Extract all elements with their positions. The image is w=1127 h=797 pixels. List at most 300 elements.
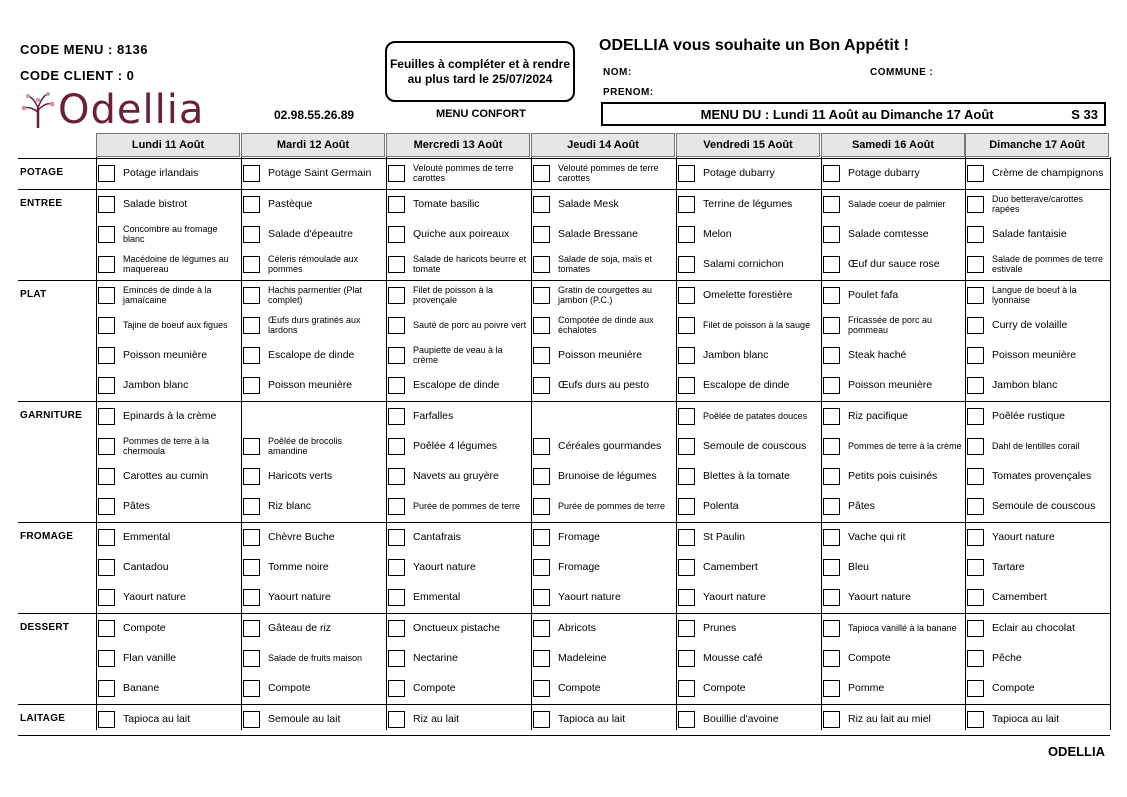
menu-checkbox[interactable] xyxy=(678,559,695,576)
menu-item-label: Camembert xyxy=(703,560,758,573)
menu-option xyxy=(823,431,964,461)
menu-checkbox[interactable] xyxy=(243,347,260,364)
menu-checkbox[interactable] xyxy=(823,287,840,304)
menu-option xyxy=(678,643,819,673)
menu-item-label: Salade de soja, maïs et tomates xyxy=(558,254,653,274)
column-divider xyxy=(241,157,242,730)
menu-item-label: Potage Saint Germain xyxy=(268,166,372,179)
menu-option xyxy=(533,219,674,249)
menu-checkbox[interactable] xyxy=(388,498,405,515)
menu-checkbox[interactable] xyxy=(678,620,695,637)
menu-checkbox[interactable] xyxy=(823,559,840,576)
menu-item-label: Tomme noire xyxy=(268,560,329,573)
menu-checkbox[interactable] xyxy=(388,165,405,182)
day-header: Mercredi 13 Août xyxy=(386,133,530,157)
menu-checkbox[interactable] xyxy=(967,165,984,182)
menu-item-label: Céréales gourmandes xyxy=(558,439,662,452)
menu-checkbox[interactable] xyxy=(678,347,695,364)
menu-item-label: Flan vanille xyxy=(123,651,177,664)
menu-checkbox[interactable] xyxy=(678,438,695,455)
menu-checkbox[interactable] xyxy=(823,317,840,334)
menu-option xyxy=(98,704,239,734)
menu-item-label: Poisson meunière xyxy=(268,378,353,391)
menu-checkbox[interactable] xyxy=(967,711,984,728)
menu-item-label: Blettes à la tomate xyxy=(703,469,790,482)
menu-checkbox[interactable] xyxy=(533,620,550,637)
menu-option xyxy=(98,582,239,612)
menu-checkbox[interactable] xyxy=(98,287,115,304)
menu-option xyxy=(823,189,964,219)
menu-item-label: Poêlée de patates douces xyxy=(703,411,808,421)
menu-checkbox[interactable] xyxy=(678,408,695,425)
menu-item-label: Banane xyxy=(123,681,160,694)
menu-option xyxy=(967,158,1108,188)
menu-checkbox[interactable] xyxy=(388,711,405,728)
menu-checkbox[interactable] xyxy=(98,438,115,455)
menu-option xyxy=(823,643,964,673)
menu-item-label: Jambon blanc xyxy=(703,348,769,361)
menu-checkbox[interactable] xyxy=(533,438,550,455)
menu-option xyxy=(388,704,529,734)
menu-checkbox[interactable] xyxy=(823,711,840,728)
menu-checkbox[interactable] xyxy=(388,347,405,364)
menu-checkbox[interactable] xyxy=(98,165,115,182)
menu-checkbox[interactable] xyxy=(388,529,405,546)
menu-item-label: Velouté pommes de terre carottes xyxy=(413,163,514,183)
menu-item-label: Chèvre Buche xyxy=(268,530,335,543)
menu-checkbox[interactable] xyxy=(98,408,115,425)
menu-checkbox[interactable] xyxy=(98,196,115,213)
menu-checkbox[interactable] xyxy=(967,559,984,576)
menu-checkbox[interactable] xyxy=(388,438,405,455)
menu-option xyxy=(243,219,384,249)
menu-option xyxy=(678,613,819,643)
menu-checkbox[interactable] xyxy=(533,529,550,546)
menu-checkbox[interactable] xyxy=(388,408,405,425)
menu-checkbox[interactable] xyxy=(967,468,984,485)
menu-option xyxy=(533,613,674,643)
menu-option xyxy=(967,643,1108,673)
menu-checkbox[interactable] xyxy=(823,408,840,425)
menu-option xyxy=(823,340,964,370)
menu-checkbox[interactable] xyxy=(823,226,840,243)
menu-checkbox[interactable] xyxy=(388,287,405,304)
menu-checkbox[interactable] xyxy=(678,287,695,304)
menu-checkbox[interactable] xyxy=(823,468,840,485)
menu-item-label: Velouté pommes de terre carottes xyxy=(558,163,659,183)
menu-checkbox[interactable] xyxy=(98,226,115,243)
menu-item-label: Omelette forestière xyxy=(703,288,793,301)
menu-checkbox[interactable] xyxy=(243,226,260,243)
menu-option xyxy=(533,673,674,703)
menu-item-label: Quiche aux poireaux xyxy=(413,227,510,240)
menu-item-label: Gâteau de riz xyxy=(268,621,332,634)
menu-option xyxy=(388,461,529,491)
menu-option xyxy=(967,582,1108,612)
menu-checkbox[interactable] xyxy=(967,196,984,213)
menu-checkbox[interactable] xyxy=(823,620,840,637)
menu-item-label: Abricots xyxy=(558,621,596,634)
menu-option xyxy=(243,522,384,552)
menu-item-label: Onctueux pistache xyxy=(413,621,500,634)
menu-checkbox[interactable] xyxy=(967,589,984,606)
menu-item-label: Farfalles xyxy=(413,409,454,422)
menu-option xyxy=(823,491,964,521)
menu-item-label: Bouillie d'avoine xyxy=(703,712,779,725)
menu-option xyxy=(388,189,529,219)
day-header: Jeudi 14 Août xyxy=(531,133,675,157)
menu-checkbox[interactable] xyxy=(243,498,260,515)
menu-item-label: Camembert xyxy=(992,590,1047,603)
menu-item-label: Emincés de dinde à la jamaïcaine xyxy=(123,285,212,305)
menu-option xyxy=(98,431,239,461)
menu-checkbox[interactable] xyxy=(823,529,840,546)
menu-checkbox[interactable] xyxy=(967,650,984,667)
menu-checkbox[interactable] xyxy=(388,680,405,697)
menu-item-label: Œuf dur sauce rose xyxy=(848,257,940,270)
menu-checkbox[interactable] xyxy=(823,589,840,606)
menu-checkbox[interactable] xyxy=(243,377,260,394)
menu-checkbox[interactable] xyxy=(533,589,550,606)
menu-option xyxy=(243,461,384,491)
menu-item-label: Epinards à la crème xyxy=(123,409,217,422)
menu-item-label: Filet de poisson à la provençale xyxy=(413,285,494,305)
menu-checkbox[interactable] xyxy=(388,559,405,576)
menu-item-label: Escalope de dinde xyxy=(413,378,500,391)
menu-checkbox[interactable] xyxy=(243,196,260,213)
menu-option xyxy=(98,461,239,491)
menu-item-label: Poisson meunière xyxy=(558,348,643,361)
menu-checkbox[interactable] xyxy=(533,377,550,394)
code-menu: CODE MENU : 8136 xyxy=(20,42,148,57)
menu-item-label: Purée de pommes de terre xyxy=(413,501,521,511)
menu-option xyxy=(823,158,964,188)
menu-checkbox[interactable] xyxy=(823,498,840,515)
menu-option xyxy=(533,582,674,612)
menu-item-label: Steak haché xyxy=(848,348,907,361)
day-header: Mardi 12 Août xyxy=(241,133,385,157)
menu-item-label: Cantadou xyxy=(123,560,169,573)
menu-option xyxy=(823,582,964,612)
menu-option xyxy=(98,249,239,279)
menu-checkbox[interactable] xyxy=(823,377,840,394)
menu-option xyxy=(98,673,239,703)
menu-item-label: Salade fantaisie xyxy=(992,227,1067,240)
menu-option xyxy=(967,219,1108,249)
menu-checkbox[interactable] xyxy=(533,347,550,364)
menu-item-label: Poisson meunière xyxy=(123,348,208,361)
category-label: POTAGE xyxy=(20,167,64,178)
menu-item-label: Potage dubarry xyxy=(703,166,775,179)
menu-checkbox[interactable] xyxy=(98,377,115,394)
menu-checkbox[interactable] xyxy=(98,711,115,728)
menu-checkbox[interactable] xyxy=(388,256,405,273)
footer-brand: ODELLIA xyxy=(1047,744,1105,759)
menu-option xyxy=(678,158,819,188)
menu-checkbox[interactable] xyxy=(243,680,260,697)
menu-checkbox[interactable] xyxy=(533,650,550,667)
menu-checkbox[interactable] xyxy=(243,165,260,182)
menu-option xyxy=(678,219,819,249)
menu-checkbox[interactable] xyxy=(533,256,550,273)
menu-option xyxy=(98,643,239,673)
menu-option xyxy=(243,552,384,582)
menu-option xyxy=(678,704,819,734)
menu-checkbox[interactable] xyxy=(823,680,840,697)
menu-checkbox[interactable] xyxy=(967,498,984,515)
menu-option xyxy=(678,431,819,461)
menu-checkbox[interactable] xyxy=(678,468,695,485)
menu-checkbox[interactable] xyxy=(243,317,260,334)
menu-option xyxy=(823,522,964,552)
menu-checkbox[interactable] xyxy=(678,498,695,515)
menu-item-label: Yaourt nature xyxy=(123,590,186,603)
menu-item-label: Jambon blanc xyxy=(123,378,189,391)
menu-option xyxy=(533,431,674,461)
menu-item-label: Compote xyxy=(992,681,1035,694)
menu-checkbox[interactable] xyxy=(823,196,840,213)
menu-item-label: Riz au lait au miel xyxy=(848,712,931,725)
menu-checkbox[interactable] xyxy=(678,256,695,273)
menu-option xyxy=(243,704,384,734)
day-header: Vendredi 15 Août xyxy=(676,133,820,157)
menu-checkbox[interactable] xyxy=(98,680,115,697)
menu-item-label: Crème de champignons xyxy=(992,166,1104,179)
menu-checkbox[interactable] xyxy=(243,559,260,576)
menu-option xyxy=(533,158,674,188)
menu-item-label: Salade de fruits maison xyxy=(268,653,363,663)
menu-checkbox[interactable] xyxy=(823,650,840,667)
menu-item-label: Emmental xyxy=(123,530,171,543)
menu-item-label: Macédoine de légumes au maquereau xyxy=(123,254,229,274)
menu-option xyxy=(98,370,239,400)
menu-checkbox[interactable] xyxy=(967,377,984,394)
menu-checkbox[interactable] xyxy=(678,165,695,182)
menu-item-label: Escalope de dinde xyxy=(703,378,790,391)
deadline-notice xyxy=(385,41,575,102)
menu-option xyxy=(98,340,239,370)
menu-option xyxy=(823,249,964,279)
menu-checkbox[interactable] xyxy=(967,226,984,243)
menu-checkbox[interactable] xyxy=(967,438,984,455)
day-header: Dimanche 17 Août xyxy=(965,133,1109,157)
welcome-message: ODELLIA vous souhaite un Bon Appétit ! xyxy=(599,37,909,54)
menu-item-label: Paupiette de veau à la crème xyxy=(413,345,503,365)
menu-checkbox[interactable] xyxy=(243,287,260,304)
menu-checkbox[interactable] xyxy=(98,256,115,273)
day-header: Samedi 16 Août xyxy=(821,133,965,157)
menu-option xyxy=(98,613,239,643)
menu-checkbox[interactable] xyxy=(967,256,984,273)
menu-item-label: Salade coeur de palmier xyxy=(848,199,946,209)
menu-option xyxy=(678,340,819,370)
menu-item-label: Filet de poisson à la sauge xyxy=(703,320,811,330)
menu-option xyxy=(243,370,384,400)
category-label: DESSERT xyxy=(20,622,70,633)
menu-checkbox[interactable] xyxy=(533,498,550,515)
menu-checkbox[interactable] xyxy=(967,287,984,304)
menu-checkbox[interactable] xyxy=(678,226,695,243)
menu-checkbox[interactable] xyxy=(533,196,550,213)
menu-option xyxy=(533,643,674,673)
menu-checkbox[interactable] xyxy=(823,256,840,273)
menu-checkbox[interactable] xyxy=(243,468,260,485)
menu-checkbox[interactable] xyxy=(678,196,695,213)
menu-checkbox[interactable] xyxy=(678,529,695,546)
menu-checkbox[interactable] xyxy=(98,347,115,364)
menu-option xyxy=(967,613,1108,643)
menu-checkbox[interactable] xyxy=(967,529,984,546)
menu-item-label: Salade Mesk xyxy=(558,197,619,210)
menu-option xyxy=(823,613,964,643)
menu-checkbox[interactable] xyxy=(967,680,984,697)
menu-item-label: Œufs durs au pesto xyxy=(558,378,650,391)
menu-option xyxy=(243,249,384,279)
menu-item-label: Tapioca au lait xyxy=(558,712,626,725)
menu-checkbox[interactable] xyxy=(967,620,984,637)
menu-item-label: Tomates provençales xyxy=(992,469,1092,482)
menu-item-label: Brunoise de légumes xyxy=(558,469,657,482)
menu-option xyxy=(678,310,819,340)
column-divider xyxy=(965,157,966,730)
menu-item-label: Salade de haricots beurre et tomate xyxy=(413,254,527,274)
menu-checkbox[interactable] xyxy=(823,347,840,364)
menu-item-label: Salami cornichon xyxy=(703,257,784,270)
menu-item-label: Pâtes xyxy=(848,499,875,512)
menu-option xyxy=(243,673,384,703)
menu-item-label: Melon xyxy=(703,227,732,240)
column-divider xyxy=(676,157,677,730)
menu-date-range-box xyxy=(601,102,1106,126)
menu-checkbox[interactable] xyxy=(967,317,984,334)
menu-option xyxy=(678,522,819,552)
menu-checkbox[interactable] xyxy=(533,317,550,334)
menu-item-label: Semoule de couscous xyxy=(703,439,807,452)
menu-checkbox[interactable] xyxy=(388,377,405,394)
menu-option xyxy=(388,673,529,703)
menu-checkbox[interactable] xyxy=(243,711,260,728)
menu-checkbox[interactable] xyxy=(243,589,260,606)
menu-option xyxy=(388,280,529,310)
row-divider xyxy=(18,735,1110,736)
menu-item-label: Compote xyxy=(268,681,311,694)
menu-checkbox[interactable] xyxy=(388,620,405,637)
menu-checkbox[interactable] xyxy=(823,165,840,182)
phone-number: 02.98.55.26.89 xyxy=(274,108,355,122)
menu-checkbox[interactable] xyxy=(388,226,405,243)
menu-option xyxy=(98,401,239,431)
menu-checkbox[interactable] xyxy=(678,317,695,334)
menu-checkbox[interactable] xyxy=(98,317,115,334)
menu-checkbox[interactable] xyxy=(98,620,115,637)
menu-checkbox[interactable] xyxy=(388,317,405,334)
menu-option xyxy=(678,461,819,491)
menu-checkbox[interactable] xyxy=(243,650,260,667)
menu-checkbox[interactable] xyxy=(533,711,550,728)
menu-checkbox[interactable] xyxy=(678,680,695,697)
menu-checkbox[interactable] xyxy=(678,589,695,606)
menu-checkbox[interactable] xyxy=(388,650,405,667)
menu-item-label: Curry de volaille xyxy=(992,318,1068,331)
menu-checkbox[interactable] xyxy=(533,287,550,304)
menu-checkbox[interactable] xyxy=(243,620,260,637)
menu-option xyxy=(98,219,239,249)
menu-option xyxy=(243,280,384,310)
menu-item-label: Yaourt nature xyxy=(413,560,476,573)
menu-option xyxy=(243,158,384,188)
menu-option xyxy=(533,280,674,310)
menu-checkbox[interactable] xyxy=(98,529,115,546)
menu-option xyxy=(533,370,674,400)
menu-item-label: Riz au lait xyxy=(413,712,460,725)
menu-checkbox[interactable] xyxy=(243,438,260,455)
menu-checkbox[interactable] xyxy=(533,468,550,485)
menu-item-label: Madeleine xyxy=(558,651,607,664)
menu-item-label: Carottes au cumin xyxy=(123,469,209,482)
menu-option xyxy=(533,249,674,279)
menu-option xyxy=(243,491,384,521)
menu-checkbox[interactable] xyxy=(533,226,550,243)
menu-checkbox[interactable] xyxy=(967,347,984,364)
menu-item-label: Duo betterave/carottes rapées xyxy=(992,194,1084,214)
menu-item-label: Compote xyxy=(848,651,891,664)
menu-item-label: Mousse café xyxy=(703,651,763,664)
menu-option xyxy=(98,522,239,552)
menu-option xyxy=(678,370,819,400)
column-divider xyxy=(96,157,97,730)
menu-option xyxy=(967,431,1108,461)
menu-checkbox[interactable] xyxy=(967,408,984,425)
menu-option xyxy=(533,522,674,552)
menu-checkbox[interactable] xyxy=(678,377,695,394)
menu-checkbox[interactable] xyxy=(388,196,405,213)
menu-checkbox[interactable] xyxy=(98,468,115,485)
prenom-label: PRENOM: xyxy=(603,87,654,98)
menu-checkbox[interactable] xyxy=(98,559,115,576)
tree-logo-icon xyxy=(18,90,58,130)
menu-item-label: Tomate basilic xyxy=(413,197,480,210)
menu-option xyxy=(388,310,529,340)
menu-item-label: Céleris rémoulade aux pommes xyxy=(268,254,359,274)
menu-checkbox[interactable] xyxy=(98,589,115,606)
menu-option xyxy=(678,280,819,310)
menu-option xyxy=(823,219,964,249)
menu-checkbox[interactable] xyxy=(243,529,260,546)
menu-option xyxy=(967,461,1108,491)
menu-checkbox[interactable] xyxy=(98,498,115,515)
menu-item-label: Semoule de couscous xyxy=(992,499,1096,512)
menu-option xyxy=(533,189,674,219)
menu-checkbox[interactable] xyxy=(243,256,260,273)
menu-checkbox[interactable] xyxy=(98,650,115,667)
menu-checkbox[interactable] xyxy=(388,589,405,606)
menu-checkbox[interactable] xyxy=(678,711,695,728)
menu-option xyxy=(98,158,239,188)
menu-checkbox[interactable] xyxy=(388,468,405,485)
menu-item-label: Tapioca au lait xyxy=(992,712,1060,725)
menu-option xyxy=(678,401,819,431)
menu-item-label: Vache qui rit xyxy=(848,530,906,543)
menu-checkbox[interactable] xyxy=(678,650,695,667)
menu-item-label: Poisson meunière xyxy=(992,348,1077,361)
menu-checkbox[interactable] xyxy=(823,438,840,455)
menu-item-label: Yaourt nature xyxy=(558,590,621,603)
menu-checkbox[interactable] xyxy=(533,165,550,182)
menu-checkbox[interactable] xyxy=(533,559,550,576)
menu-checkbox[interactable] xyxy=(533,680,550,697)
menu-item-label: Compotée de dinde aux échalotes xyxy=(558,315,654,335)
menu-option xyxy=(388,491,529,521)
